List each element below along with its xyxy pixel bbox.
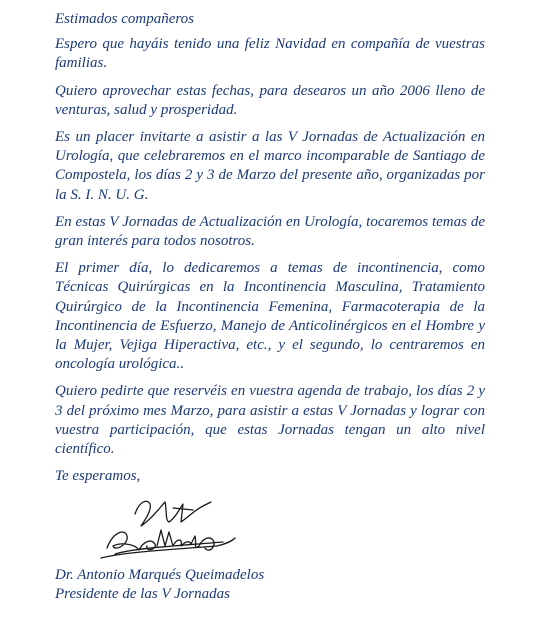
letter-paragraph: El primer día, lo dedicaremos a temas de incontinencia, como Técnicas Quirúrgicas en la Incontinencia Masculina, Tratamiento Quirúrgico de la Incontinencia Femenina, Farmacoterapia de la Incontinencia de Esfuerzo, Manejo de Anticolinérgicos en el Hombre y la Mujer, Vejiga Hiperactiva, etc., y el segundo, lo centraremos en oncología urológica.. <box>55 260 485 373</box>
letter-paragraph: Quiero aprovechar estas fechas, para desearos un año 2006 lleno de venturas, salud y prosperidad. <box>55 82 485 118</box>
signer-block <box>55 566 264 604</box>
letter-closing: Te esperamos, <box>55 468 141 485</box>
letter-paragraph: Espero que hayáis tenido una feliz Navidad en compañía de vuestras familias. <box>55 36 485 72</box>
letter-paragraph: Es un placer invitarte a asistir a las V Jornadas de Actualización en Urología, que celebraremos en el marco incomparable de Santiago de Compostela, los días 2 y 3 de Marzo del presente año, organizadas por la S. I. N. U. G. <box>55 129 485 203</box>
letter-greeting: Estimados compañeros <box>55 11 195 27</box>
signature-icon <box>95 488 245 568</box>
letter-paragraph: En estas V Jornadas de Actualización en Urología, tocaremos temas de gran interés para todos nosotros. <box>55 213 485 250</box>
signer-title: Presidente de las V Jornadas <box>55 586 230 602</box>
signer-name: Dr. Antonio Marqués Queimadelos <box>55 567 265 583</box>
letter-paragraph: Quiero pedirte que reservéis en vuestra agenda de trabajo, los días 2 y 3 del próximo mes Marzo, para asistir a estas V Jornadas y lograr con vuestra participación, que estas Jornadas tengan un alto nivel científico. <box>55 383 485 458</box>
letter-body <box>55 10 485 494</box>
